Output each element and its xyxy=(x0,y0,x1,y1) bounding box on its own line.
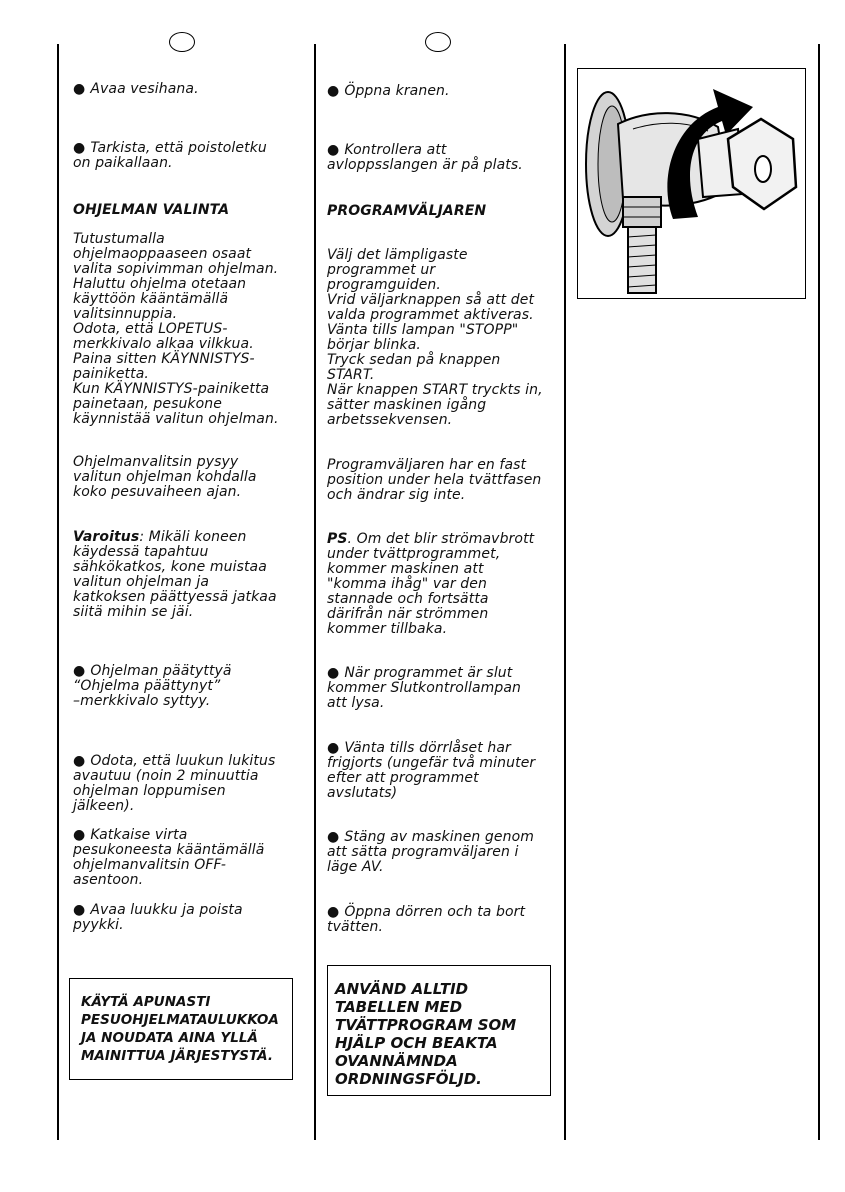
fi-step-door-lock-text: Odota, että luukun lukitus avautuu (noin 2 minuuttia ohjelman loppumisen jälkeen). xyxy=(73,753,276,814)
fi-step-program-end-text: Ohjelman päätyttyä “Ohjelma päättynyt” –merkkivalo syttyy. xyxy=(73,663,232,709)
bullet-icon: ● xyxy=(73,663,86,679)
bullet-icon: ● xyxy=(73,902,86,918)
bullet-icon: ● xyxy=(73,753,86,769)
sv-step-program-end-text: När programmet är slut kommer Slutkontrollampan att lysa. xyxy=(327,665,521,711)
fi-program-selection-text: Tutustumalla ohjelmaoppaaseen osaat valita sopivimman ohjelman. Haluttu ohjelma otetaan käyttöön kääntämällä valitsinnuppia. Odota, että LOPETUS- merkkivalo alkaa vilkkua. Paina sitten KÄYNNISTYS- painiketta. Kun KÄYNNISTYS-painiketta painetaan, pesukone käynnistää valitun ohjelman. xyxy=(73,231,279,427)
sv-selector-position-text: Programväljaren har en fast position under hela tvättfasen och ändrar sig inte. xyxy=(327,457,542,503)
fi-step-door-lock xyxy=(73,739,275,814)
sv-section-heading: PROGRAMVÄLJAREN xyxy=(327,203,487,219)
fi-warning-text: : Mikäli koneen käydessä tapahtuu sähkökatkos, kone muistaa valitun ohjelman ja katkoksen päättyessä jatkaa siitä mihin se jäi. xyxy=(73,529,277,620)
sv-step-program-end xyxy=(327,651,521,711)
fi-note-text: KÄYTÄ APUNASTI PESUOHJELMATAULUKKOA JA NOUDATA AINA YLLÄ MAINITTUA JÄRJESTYSTÄ. xyxy=(81,994,279,1064)
fi-step-check-hose xyxy=(73,126,267,171)
fi-step-switch-off-text: Katkaise virta pesukoneesta kääntämällä ohjelmanvalitsin OFF- asentoon. xyxy=(73,827,265,888)
bullet-icon: ● xyxy=(73,81,86,97)
bullet-icon: ● xyxy=(327,83,340,99)
sv-step-open-tap xyxy=(327,69,450,99)
column-rule-right-2 xyxy=(818,44,820,1140)
column-rule-right-1 xyxy=(564,44,566,1140)
bullet-icon: ● xyxy=(73,827,86,843)
sv-step-open-tap-text: Öppna kranen. xyxy=(344,83,450,99)
bullet-icon: ● xyxy=(327,904,340,920)
bullet-icon: ● xyxy=(327,829,340,845)
column-rule-left xyxy=(57,44,59,1140)
fi-step-remove-laundry-text: Avaa luukku ja poista pyykki. xyxy=(73,902,243,933)
sv-step-door-lock-text: Vänta tills dörrlåset har frigjorts (ungefär två minuter efter att programmet avslutats) xyxy=(327,740,536,801)
column-rule-mid xyxy=(314,44,316,1140)
illustration-frame xyxy=(577,68,806,299)
sv-power-failure-note xyxy=(327,532,534,637)
water-tap-turn-icon xyxy=(578,69,806,299)
sv-step-check-hose-text: Kontrollera att avloppsslangen är på plats. xyxy=(327,142,523,173)
language-marker-finnish xyxy=(169,32,195,52)
fi-step-open-tap xyxy=(73,67,199,97)
bullet-icon: ● xyxy=(327,142,340,158)
fi-power-failure-note xyxy=(73,530,277,620)
sv-step-remove-laundry xyxy=(327,890,525,935)
fi-step-open-tap-text: Avaa vesihana. xyxy=(90,81,199,97)
bullet-icon: ● xyxy=(73,140,86,156)
sv-ps-text: . Om det blir strömavbrott under tvättprogrammet, kommer maskinen att "komma ihåg" var den stannade och fortsätta därifrån när strömmen kommer tillbaka. xyxy=(327,531,535,637)
sv-step-switch-off-text: Stäng av maskinen genom att sätta programväljaren i läge AV. xyxy=(327,829,535,875)
sv-program-selection-text: Välj det lämpligaste programmet ur programguiden. Vrid väljarknappen så att det valda programmet aktiveras. Vänta tills lampan "STOPP" börjar blinka. Tryck sedan på knappen START. När knappen START tryckts in, sätter maskinen igång arbetssekvensen. xyxy=(327,247,543,428)
bullet-icon: ● xyxy=(327,665,340,681)
sv-step-check-hose xyxy=(327,128,523,173)
fi-section-heading: OHJELMAN VALINTA xyxy=(73,202,230,218)
fi-step-remove-laundry xyxy=(73,888,243,933)
sv-ps-label: PS xyxy=(327,531,348,547)
sv-step-remove-laundry-text: Öppna dörren och ta bort tvätten. xyxy=(327,904,526,935)
sv-note-text: ANVÄND ALLTID TABELLEN MED TVÄTTPROGRAM SOM HJÄLP OCH BEAKTA OVANNÄMNDA ORDNINGSFÖLJD. xyxy=(335,980,517,1088)
fi-step-program-end xyxy=(73,649,232,709)
language-marker-swedish xyxy=(425,32,451,52)
fi-warning-label: Varoitus xyxy=(73,529,140,545)
bullet-icon: ● xyxy=(327,740,340,756)
fi-step-switch-off xyxy=(73,813,264,888)
sv-step-switch-off xyxy=(327,815,534,875)
fi-selector-position-text: Ohjelmanvalitsin pysyy valitun ohjelman kohdalla koko pesuvaiheen ajan. xyxy=(73,454,257,500)
fi-step-check-hose-text: Tarkista, että poistoletku on paikallaan. xyxy=(73,140,267,171)
sv-step-door-lock xyxy=(327,726,535,801)
